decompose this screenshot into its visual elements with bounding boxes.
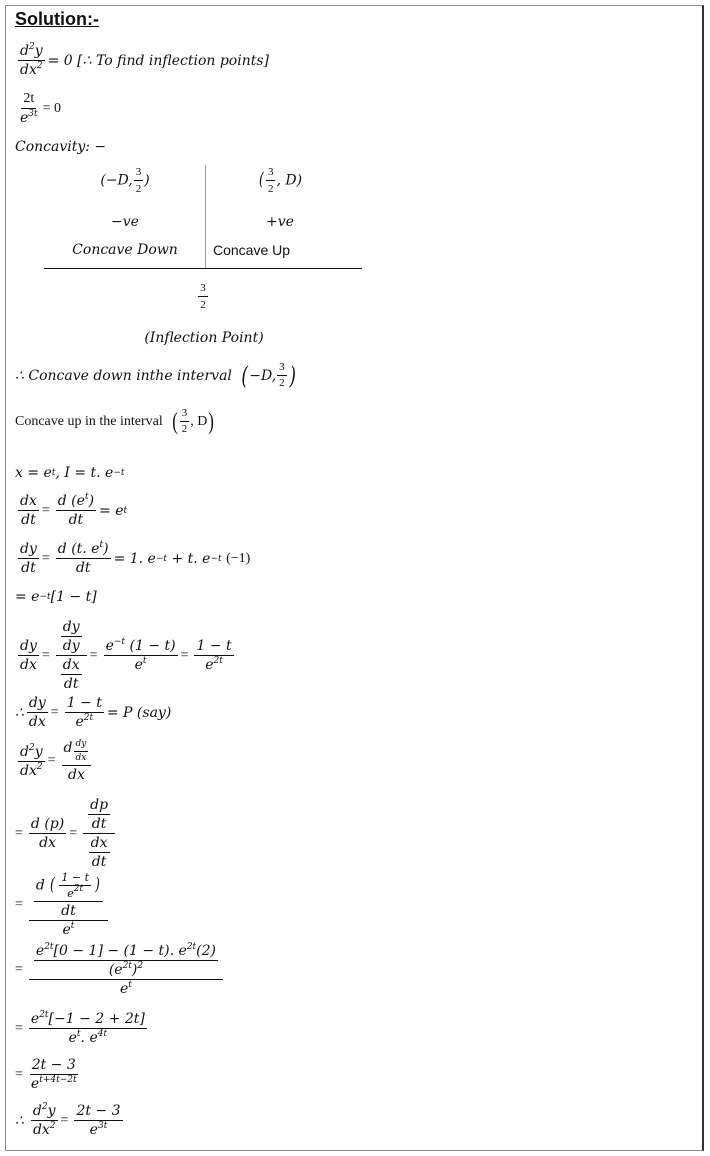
quotient-step-a: = d ( $\frac{1 - t}{e^{2t}}$ ) dt $e^t$ [15,872,111,937]
dy-dx-equals-p: ∴ $\frac{dy}{dx}$ = $\frac{1 - t}{e^{2t}}$ = P (say) [15,695,172,730]
conclusion-concave-down: ∴ Concave down inthe interval ( −D, $\frac{3}{2}$ ) [15,361,296,390]
interval-right: ( $\frac{3}{2}$ , D) [258,166,303,195]
inflection-value: $\frac{3}{2}$ [200,282,206,311]
dy-dt-simplified: = e −t [1 − t] [15,589,97,605]
dx-dt-equation: $\frac{dx}{dt}$ = $\frac{d (e^t)}{dt}$ = e t [20,492,128,528]
label-concave-down: Concave Down [72,242,178,258]
d2y-dx2-fraction: $\frac{d^2y}{dx^2}$ [20,42,43,78]
sign-negative: −ve [111,214,139,230]
inflection-point-label: (Inflection Point) [144,330,264,346]
solution-title: Solution:- [15,9,99,29]
sign-positive: +ve [266,214,294,230]
concavity-label: Concavity: − [15,139,107,155]
step-2t-over-e3t: $\frac{2t}{e^{3t}}$ = 0 [20,91,62,126]
dp-dx-step: = $\frac{d (p)}{dx}$ = $\frac{\frac{dp}{dt}}{\frac{dx}{dt}}$ [15,798,118,869]
quotient-step-b: = $\frac{\frac{e^{2t}[0 - 1] - (1 - t). e^{2t}(2)}{(e^{2t})^2}}{e^t}$ [15,944,226,996]
interval-left: (−D, $\frac{3}{2}$ ) [100,166,150,195]
quotient-step-d: = $\frac{2t - 3}{e^{t+4t-2t}}$ [15,1057,77,1092]
dy-dx-equation: $\frac{dy}{dx}$ = $\frac{\frac{dy}{dy}}{\frac{dx}{dt}}$ = $\frac{e^{-t} (1 - t)}{e^t}$ = $\frac{1 - t}{e^{2t}}$ [20,619,232,692]
final-second-derivative: ∴ $\frac{d^2y}{dx^2}$ = $\frac{2t - 3}{e^{3t}}$ [15,1102,121,1138]
table-vertical-divider [205,165,206,269]
quotient-step-c: = $\frac{e^{2t}[-1 - 2 + 2t]}{e^t. e^{4t}}$ [15,1010,145,1046]
label-concave-up: Concave Up [213,242,291,258]
table-horizontal-divider [44,268,362,269]
conclusion-concave-up: Concave up in the interval ( $\frac{3}{2}$ , D ) [15,407,215,435]
parametric-definition: x = e t , I = t. e −t [15,465,125,481]
second-derivative-definition: $\frac{d^2y}{dx^2}$ = d $\frac{dy}{dx}$ dx [15,740,94,782]
inflection-condition: $\frac{d^2y}{dx^2}$ = 0 [∴ To find inflection points] [20,42,269,78]
dy-dt-equation: $\frac{dy}{dt}$ = $\frac{d (t. e^t)}{dt}$ = 1. e −t + t. e −t (−1) [20,540,251,576]
